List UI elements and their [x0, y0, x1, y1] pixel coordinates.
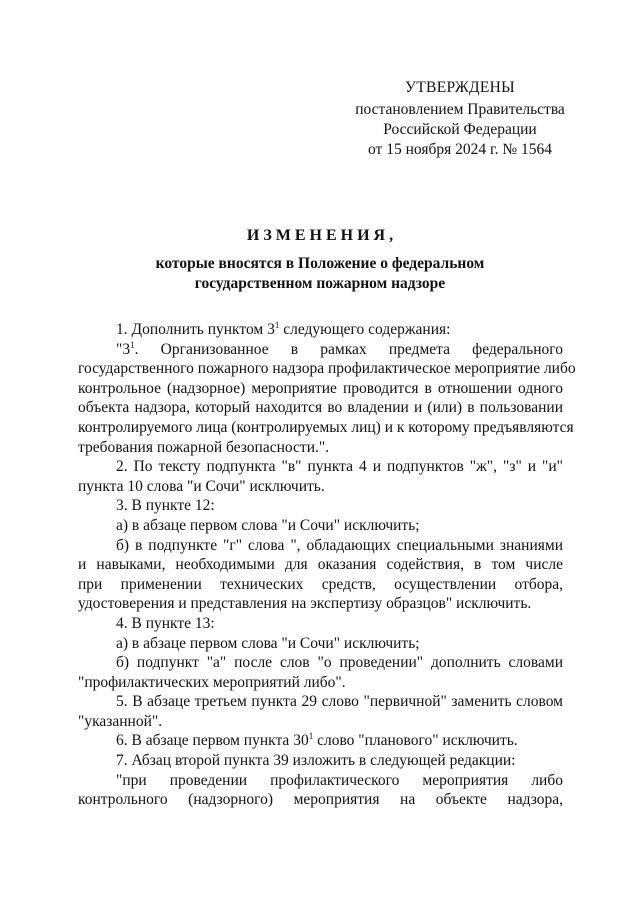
- text-run: слово "планового" исключить.: [313, 732, 518, 750]
- text-line: "указанной".: [78, 712, 163, 730]
- text-line: а) в абзаце первом слова "и Сочи" исключить;: [116, 634, 420, 652]
- paragraph-item-6: [78, 731, 563, 751]
- paragraph-item-5: [78, 692, 563, 731]
- text-line: объекта надзора, который находится во владении и (или) в пользовании: [78, 399, 563, 417]
- document-title: ИЗМЕНЕНИЯ,: [246, 227, 398, 244]
- text-line: 4. В пункте 13:: [116, 614, 215, 632]
- superscript: 1: [308, 731, 314, 742]
- text-line: контрольного (надзорного) мероприятия на объекте надзора,: [78, 791, 563, 809]
- approval-heading: УТВЕРЖДЕНЫ: [405, 79, 515, 96]
- subtitle-line: которые вносятся в Положение о федеральном: [155, 255, 485, 272]
- superscript: 1: [130, 339, 135, 350]
- document-subtitle: [78, 254, 562, 294]
- text-line: "при проведении профилактического мероприятия либо: [116, 771, 563, 789]
- paragraph-item-7: [78, 751, 563, 771]
- text-run: . Организованное в рамках предмета федерального: [134, 340, 563, 358]
- document-title-block: [78, 224, 562, 294]
- paragraph-item-3b: [78, 536, 563, 614]
- text-line: 7. Абзац второй пункта 39 изложить в следующей редакции:: [116, 752, 516, 770]
- text-run: 6. В абзаце первом пункта 30: [116, 732, 309, 750]
- approval-line: Российской Федерации: [383, 121, 537, 138]
- paragraph-item-4a: [78, 634, 563, 654]
- text-run: следующего содержания:: [279, 321, 451, 338]
- paragraph-item-3: [78, 496, 563, 516]
- text-line: при применении технических средств, осуществлении отбора,: [78, 575, 563, 593]
- paragraph-item-2: [78, 457, 563, 496]
- text-line: 3. В пункте 12:: [116, 497, 215, 515]
- text-line: пункта 10 слова "и Сочи" исключить.: [78, 477, 325, 495]
- superscript: 1: [274, 319, 280, 330]
- approval-block: [330, 78, 590, 160]
- text-run: "3: [116, 340, 131, 358]
- approval-date: от 15 ноября 2024 г. № 1564: [368, 141, 552, 158]
- text-line: 2. По тексту подпункта "в" пункта 4 и подпунктов "ж", "з" и "и": [116, 458, 563, 476]
- text-line: и навыками, необходимыми для оказания содействия, в том числе: [78, 556, 563, 574]
- subtitle-line: государственном пожарном надзоре: [194, 275, 446, 292]
- text-line: контрольное (надзорное) мероприятие проводится в отношении одного: [78, 379, 563, 397]
- text-line: контролируемого лица (контролируемых лиц) и к которому предъявляются: [78, 418, 574, 436]
- paragraph-item-4b: [78, 653, 563, 692]
- text-line: 5. В абзаце третьем пункта 29 слово "первичной" заменить словом: [116, 693, 563, 711]
- text-run: 1. Дополнить пунктом 3: [116, 321, 275, 338]
- text-line: требования пожарной безопасности.".: [78, 438, 330, 456]
- text-line: государственного пожарного надзора профилактическое мероприятие либо: [78, 360, 576, 378]
- text-line: б) подпункт "а" после слов "о проведении" дополнить словами: [116, 654, 563, 672]
- paragraph-quote-1: [78, 339, 576, 458]
- text-line: "профилактических мероприятий либо".: [78, 673, 346, 691]
- approval-line: постановлением Правительства: [355, 101, 565, 118]
- paragraph-item-3a: [78, 516, 563, 536]
- paragraph-item-1: [78, 320, 563, 340]
- paragraph-quote-7: [78, 771, 563, 810]
- text-line: а) в абзаце первом слова "и Сочи" исключить;: [116, 516, 420, 534]
- document-body: [78, 319, 576, 810]
- paragraph-item-4: [78, 614, 563, 634]
- text-line: удостоверения и представления на экспертизу образцов" исключить.: [78, 595, 532, 613]
- text-line: б) в подпункте "г" слова ", обладающих специальными знаниями: [116, 536, 563, 554]
